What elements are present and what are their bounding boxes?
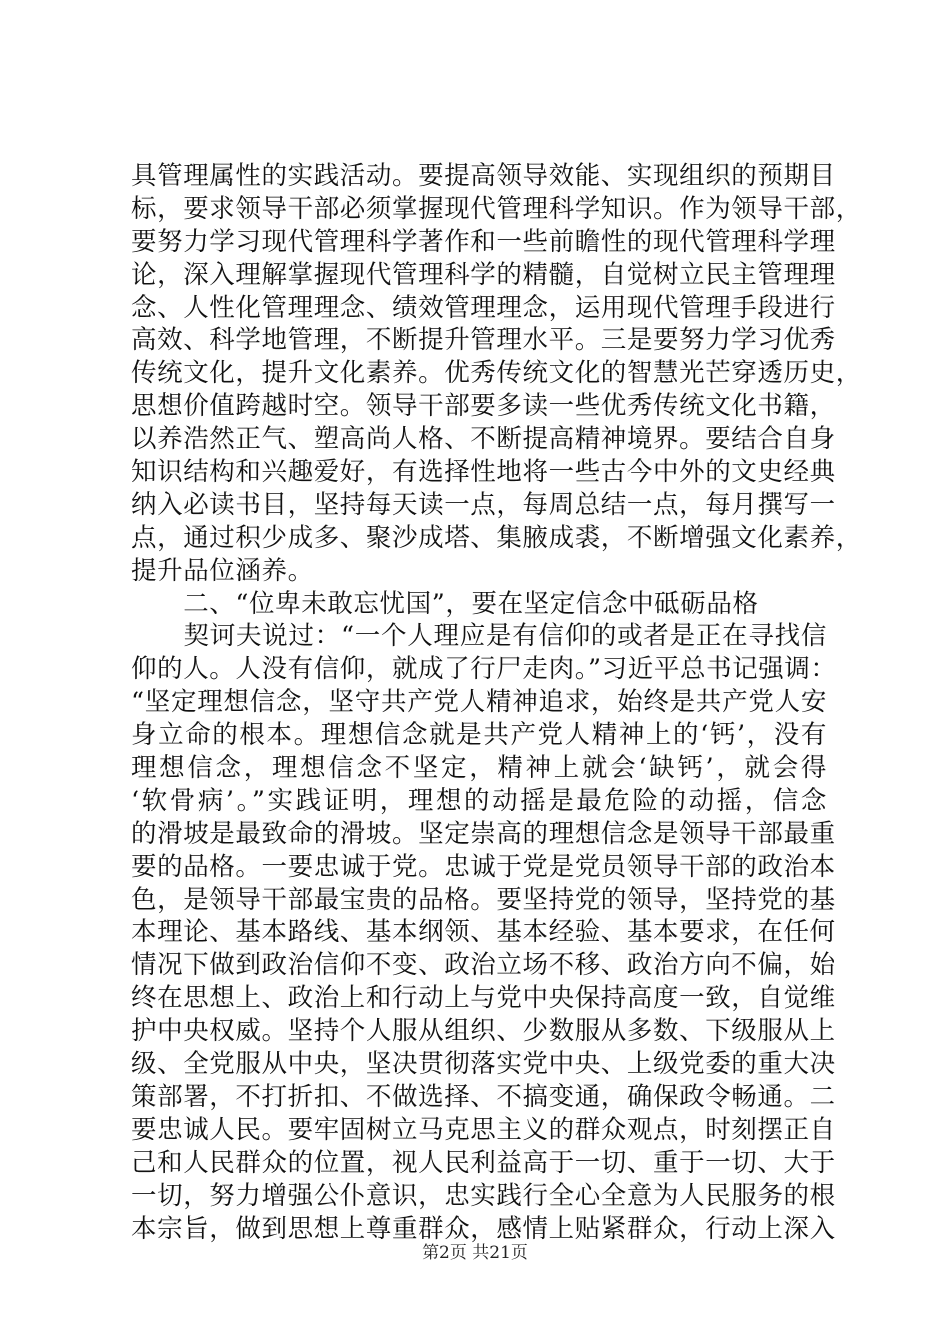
text-line: 思想价值跨越时空。领导干部要多读一些优秀传统文化书籍，: [131, 391, 836, 422]
section-heading: 二、“位卑未敢忘忧国”，要在坚定信念中砥砺品格: [131, 588, 759, 619]
text-line: 理想信念，理想信念不坚定，精神上就会‘缺钙’，就会得: [131, 753, 827, 784]
text-line: 护中央权威。坚持个人服从组织、少数服从多数、下级服从上: [131, 1016, 836, 1047]
text-line: 情况下做到政治信仰不变、政治立场不移、政治方向不偏，始: [131, 950, 836, 981]
text-line: 以养浩然正气、塑高尚人格、不断提高精神境界。要结合自身: [131, 424, 836, 455]
text-line: 己和人民群众的位置，视人民利益高于一切、重于一切、大于: [131, 1147, 836, 1178]
text-line: 提升品位涵养。: [131, 555, 314, 586]
text-line: 点，通过积少成多、聚沙成塔、集腋成裘，不断增强文化素养，: [131, 522, 862, 553]
text-line: 要忠诚人民。要牢固树立马克思主义的群众观点，时刻摆正自: [131, 1114, 836, 1145]
text-line: 本宗旨，做到思想上尊重群众，感情上贴紧群众，行动上深入: [131, 1213, 836, 1244]
text-line: 级、全党服从中央，坚决贯彻落实党中央、上级党委的重大决: [131, 1049, 836, 1080]
text-line: 纳入必读书目，坚持每天读一点，每周总结一点，每月撰写一: [131, 489, 836, 520]
text-line: 终在思想上、政治上和行动上与党中央保持高度一致，自觉维: [131, 983, 836, 1014]
text-line: 本理论、基本路线、基本纲领、基本经验、基本要求，在任何: [131, 917, 836, 948]
text-line: 的滑坡是最致命的滑坡。坚定崇高的理想信念是领导干部最重: [131, 818, 836, 849]
page-number-label: 第2页 共21页: [422, 1243, 528, 1263]
text-line: 要努力学习现代管理科学著作和一些前瞻性的现代管理科学理: [131, 226, 836, 257]
text-line: 知识结构和兴趣爱好，有选择性地将一些古今中外的文史经典: [131, 457, 836, 488]
text-line: 高效、科学地管理，不断提升管理水平。三是要努力学习优秀: [131, 325, 836, 356]
text-line: 念、人性化管理理念、绩效管理理念，运用现代管理手段进行: [131, 292, 836, 323]
text-line: 身立命的根本。理想信念就是共产党人精神上的‘钙’，没有: [131, 720, 827, 751]
text-line: 具管理属性的实践活动。要提高领导效能、实现组织的预期目: [131, 161, 836, 191]
text-line: “坚定理想信念，坚守共产党人精神追求，始终是共产党人安: [131, 687, 827, 718]
page-footer: [0, 1243, 950, 1263]
body-text: [131, 160, 862, 1245]
text-line: 一切，努力增强公仆意识，忠实践行全心全意为人民服务的根: [131, 1180, 836, 1211]
text-line: 仰的人。人没有信仰，就成了行尸走肉。”习近平总书记强调：: [131, 654, 837, 685]
text-line: 标，要求领导干部必须掌握现代管理科学知识。作为领导干部，: [131, 193, 862, 224]
text-line: 契诃夫说过：“一个人理应是有信仰的或者是正在寻找信: [131, 621, 827, 652]
text-line: ‘软骨病’。”实践证明，理想的动摇是最危险的动摇，信念: [131, 785, 827, 816]
text-line: 策部署，不打折扣、不做选择、不搞变通，确保政令畅通。二: [131, 1081, 836, 1112]
text-line: 论，深入理解掌握现代管理科学的精髓，自觉树立民主管理理: [131, 259, 836, 290]
text-line: 要的品格。一要忠诚于党。忠诚于党是党员领导干部的政治本: [131, 851, 836, 882]
text-line: 传统文化，提升文化素养。优秀传统文化的智慧光芒穿透历史，: [131, 358, 862, 389]
text-line: 色，是领导干部最宝贵的品格。要坚持党的领导，坚持党的基: [131, 884, 836, 915]
